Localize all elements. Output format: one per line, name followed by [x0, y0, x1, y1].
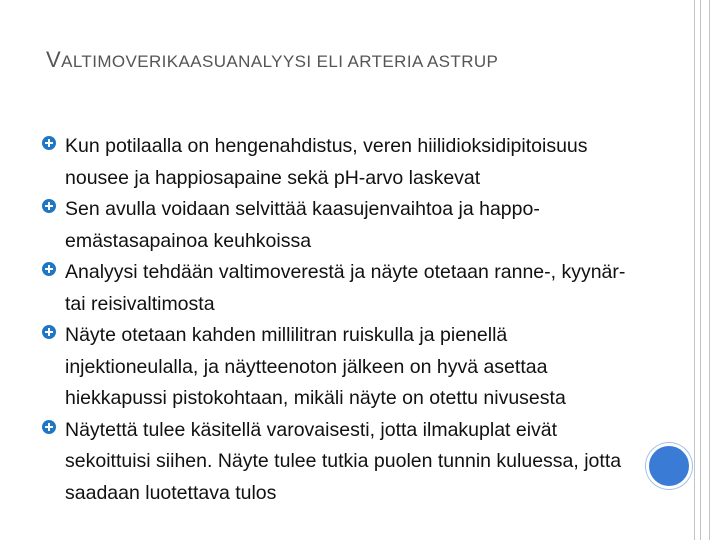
plus-circle-icon [42, 136, 56, 150]
bullet-item [42, 415, 642, 510]
slide-title [46, 40, 646, 81]
bullet-item [42, 131, 642, 194]
right-border-line [709, 0, 710, 540]
right-border-line [700, 0, 701, 540]
bullet-text: Sen avulla voidaan selvittää kaasujenvaihtoa ja happo-emästasapainoa keuhkoissa [65, 198, 540, 252]
bullet-item [42, 320, 642, 415]
decorative-circle [646, 443, 692, 489]
bullet-text: Näytettä tulee käsitellä varovaisesti, jotta ilmakuplat eivät sekoittuisi siihen. Näyte tulee tutkia puolen tunnin kuluessa, jotta saadaan luotettava tulos [65, 418, 622, 504]
plus-circle-icon [42, 325, 56, 339]
right-border-line [694, 0, 695, 540]
bullet-list [42, 131, 642, 509]
bullet-text: Analyysi tehdään valtimoverestä ja näyte otetaan ranne-, kyynär- tai reisivaltimosta [65, 261, 626, 315]
plus-circle-icon [42, 199, 56, 213]
bullet-item [42, 257, 642, 320]
bullet-text: Näyte otetaan kahden millilitran ruiskulla ja pienellä injektioneulalla, ja näytteenoton jälkeen on hyvä asettaa hiekkapussi pistokohtaan, mikäli näyte on otettu nivusesta [65, 324, 566, 409]
bullet-item [42, 194, 642, 257]
bullet-text: Kun potilaalla on hengenahdistus, veren hiilidioksidipitoisuus nousee ja happiosapaine sekä pH-arvo laskevat [65, 135, 588, 189]
title-text: ALTIMOVERIKAASUANALYYSI ELI ARTERIA ASTRUP [61, 52, 499, 71]
title-initial: V [46, 47, 62, 72]
plus-circle-icon [42, 420, 56, 434]
plus-circle-icon [42, 262, 56, 276]
